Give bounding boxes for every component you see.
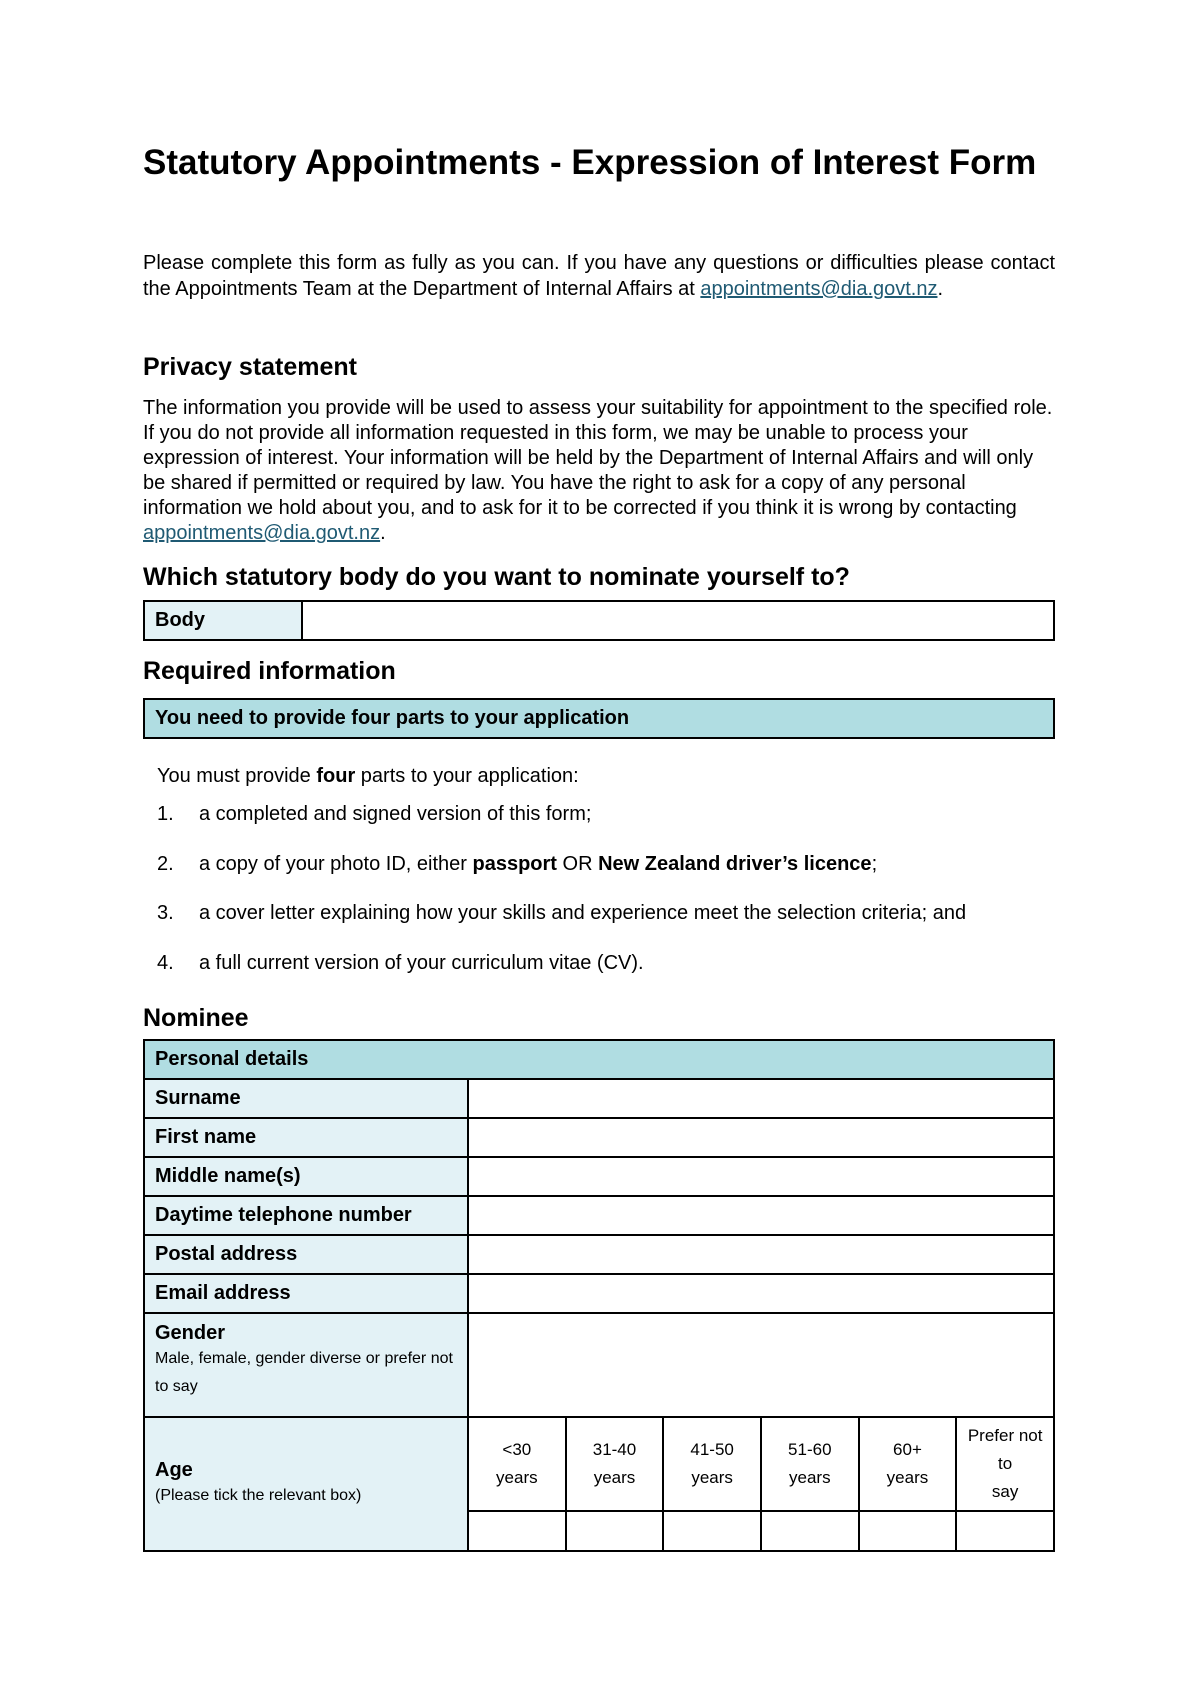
lead-bold: four bbox=[316, 765, 356, 787]
first-name-label: First name bbox=[144, 1118, 468, 1157]
gender-hint: Male, female, gender diverse or prefer not to say bbox=[155, 1350, 453, 1395]
list-item bbox=[157, 902, 1057, 952]
page-title: Statutory Appointments - Expression of Interest Form bbox=[143, 143, 1037, 182]
lead-post: parts to your application: bbox=[355, 765, 579, 787]
age-option-line1: Prefer not to bbox=[967, 1426, 1043, 1473]
required-list bbox=[157, 803, 1057, 1001]
list-number: 2. bbox=[157, 852, 174, 875]
age-tickbox-51-60[interactable] bbox=[761, 1511, 859, 1551]
age-option-line2: years bbox=[691, 1468, 733, 1487]
list-text-mid: OR bbox=[556, 852, 599, 875]
statutory-body-table bbox=[143, 600, 1055, 641]
age-option-31-40 bbox=[566, 1417, 664, 1511]
first-name-input[interactable] bbox=[468, 1118, 1054, 1157]
list-item bbox=[157, 853, 1057, 903]
list-text: a completed and signed version of this form; bbox=[199, 803, 592, 825]
age-tickbox-prefer-not[interactable] bbox=[956, 1511, 1054, 1551]
privacy-end: . bbox=[380, 522, 386, 544]
list-bold-licence: New Zealand driver’s licence bbox=[598, 852, 872, 875]
list-bold-passport: passport bbox=[472, 852, 557, 875]
surname-input[interactable] bbox=[468, 1079, 1054, 1118]
gender-label-cell bbox=[144, 1313, 468, 1417]
age-option-line2: years bbox=[593, 1468, 636, 1487]
required-banner bbox=[143, 698, 1055, 739]
age-option-line2: say bbox=[991, 1482, 1019, 1501]
body-input[interactable] bbox=[302, 601, 1054, 640]
personal-details-header: Personal details bbox=[144, 1040, 1054, 1079]
lead-pre: You must provide bbox=[157, 765, 317, 787]
age-option-under-30 bbox=[468, 1417, 566, 1511]
gender-label: Gender bbox=[155, 1322, 226, 1344]
personal-details-table bbox=[143, 1039, 1055, 1552]
privacy-email-link[interactable]: appointments@dia.govt.nz bbox=[143, 522, 381, 544]
privacy-text: The information you provide will be used to assess your suitability for appointment to the specified role. If you do not provide all information requested in this form, we may be unable to process your expression of interest. Your information will be held by the Department of Internal Affairs and will only be shared if permitted or required by law. You have the right to ask for a copy of any personal information we hold about you, and to ask for it to be corrected if you think it is wrong by contacting bbox=[143, 397, 1053, 519]
list-item bbox=[157, 952, 1057, 1002]
middle-name-input[interactable] bbox=[468, 1157, 1054, 1196]
list-text: a cover letter explaining how your skills and experience meet the selection criteria; and bbox=[199, 902, 967, 924]
age-tickbox-under-30[interactable] bbox=[468, 1511, 566, 1551]
age-option-line1: 51-60 bbox=[788, 1440, 832, 1459]
age-option-51-60 bbox=[761, 1417, 859, 1511]
age-option-prefer-not bbox=[956, 1417, 1054, 1511]
list-text: a full current version of your curriculum vitae (CV). bbox=[199, 951, 644, 974]
age-option-line2: years bbox=[496, 1468, 538, 1487]
age-option-line1: <30 bbox=[502, 1440, 532, 1459]
age-tickbox-31-40[interactable] bbox=[566, 1511, 664, 1551]
list-number: 4. bbox=[157, 951, 174, 974]
body-label: Body bbox=[144, 601, 302, 640]
age-option-41-50 bbox=[663, 1417, 761, 1511]
age-label: Age bbox=[155, 1458, 193, 1481]
age-option-line1: 41-50 bbox=[690, 1440, 734, 1459]
list-number: 3. bbox=[157, 902, 174, 924]
intro-end: . bbox=[937, 278, 944, 300]
contact-email-link[interactable]: appointments@dia.govt.nz bbox=[700, 278, 938, 300]
nominee-heading: Nominee bbox=[143, 1004, 249, 1032]
age-label-cell bbox=[144, 1417, 468, 1551]
email-address-label: Email address bbox=[144, 1274, 468, 1313]
gender-input[interactable] bbox=[468, 1313, 1054, 1417]
age-option-line1: 31-40 bbox=[592, 1440, 637, 1459]
required-banner-text: You need to provide four parts to your application bbox=[144, 699, 1054, 738]
age-option-60-plus bbox=[859, 1417, 957, 1511]
postal-address-input[interactable] bbox=[468, 1235, 1054, 1274]
age-option-line2: years bbox=[886, 1468, 929, 1487]
age-tickbox-41-50[interactable] bbox=[663, 1511, 761, 1551]
privacy-paragraph bbox=[143, 396, 1055, 546]
required-lead bbox=[157, 765, 579, 788]
surname-label: Surname bbox=[144, 1079, 468, 1118]
list-text-pre: a copy of your photo ID, either bbox=[199, 852, 473, 875]
age-option-line1: 60+ bbox=[893, 1440, 922, 1459]
list-text bbox=[199, 853, 877, 903]
intro-paragraph bbox=[143, 250, 1055, 302]
middle-name-label: Middle name(s) bbox=[144, 1157, 468, 1196]
privacy-heading: Privacy statement bbox=[143, 353, 358, 381]
age-tickbox-60-plus[interactable] bbox=[859, 1511, 957, 1551]
age-hint: (Please tick the relevant box) bbox=[155, 1486, 362, 1504]
statutory-body-heading: Which statutory body do you want to nominate yourself to? bbox=[143, 563, 850, 591]
list-item bbox=[157, 803, 1057, 853]
telephone-label: Daytime telephone number bbox=[144, 1196, 468, 1235]
telephone-input[interactable] bbox=[468, 1196, 1054, 1235]
required-info-heading: Required information bbox=[143, 657, 396, 685]
list-number: 1. bbox=[157, 803, 174, 825]
email-address-input[interactable] bbox=[468, 1274, 1054, 1313]
list-text-post: ; bbox=[871, 852, 878, 875]
intro-text: Please complete this form as fully as you can. If you have any questions or difficulties please contact the Appointments Team at the Department of Internal Affairs at bbox=[143, 252, 1055, 300]
postal-address-label: Postal address bbox=[144, 1235, 468, 1274]
age-option-line2: years bbox=[789, 1468, 831, 1487]
